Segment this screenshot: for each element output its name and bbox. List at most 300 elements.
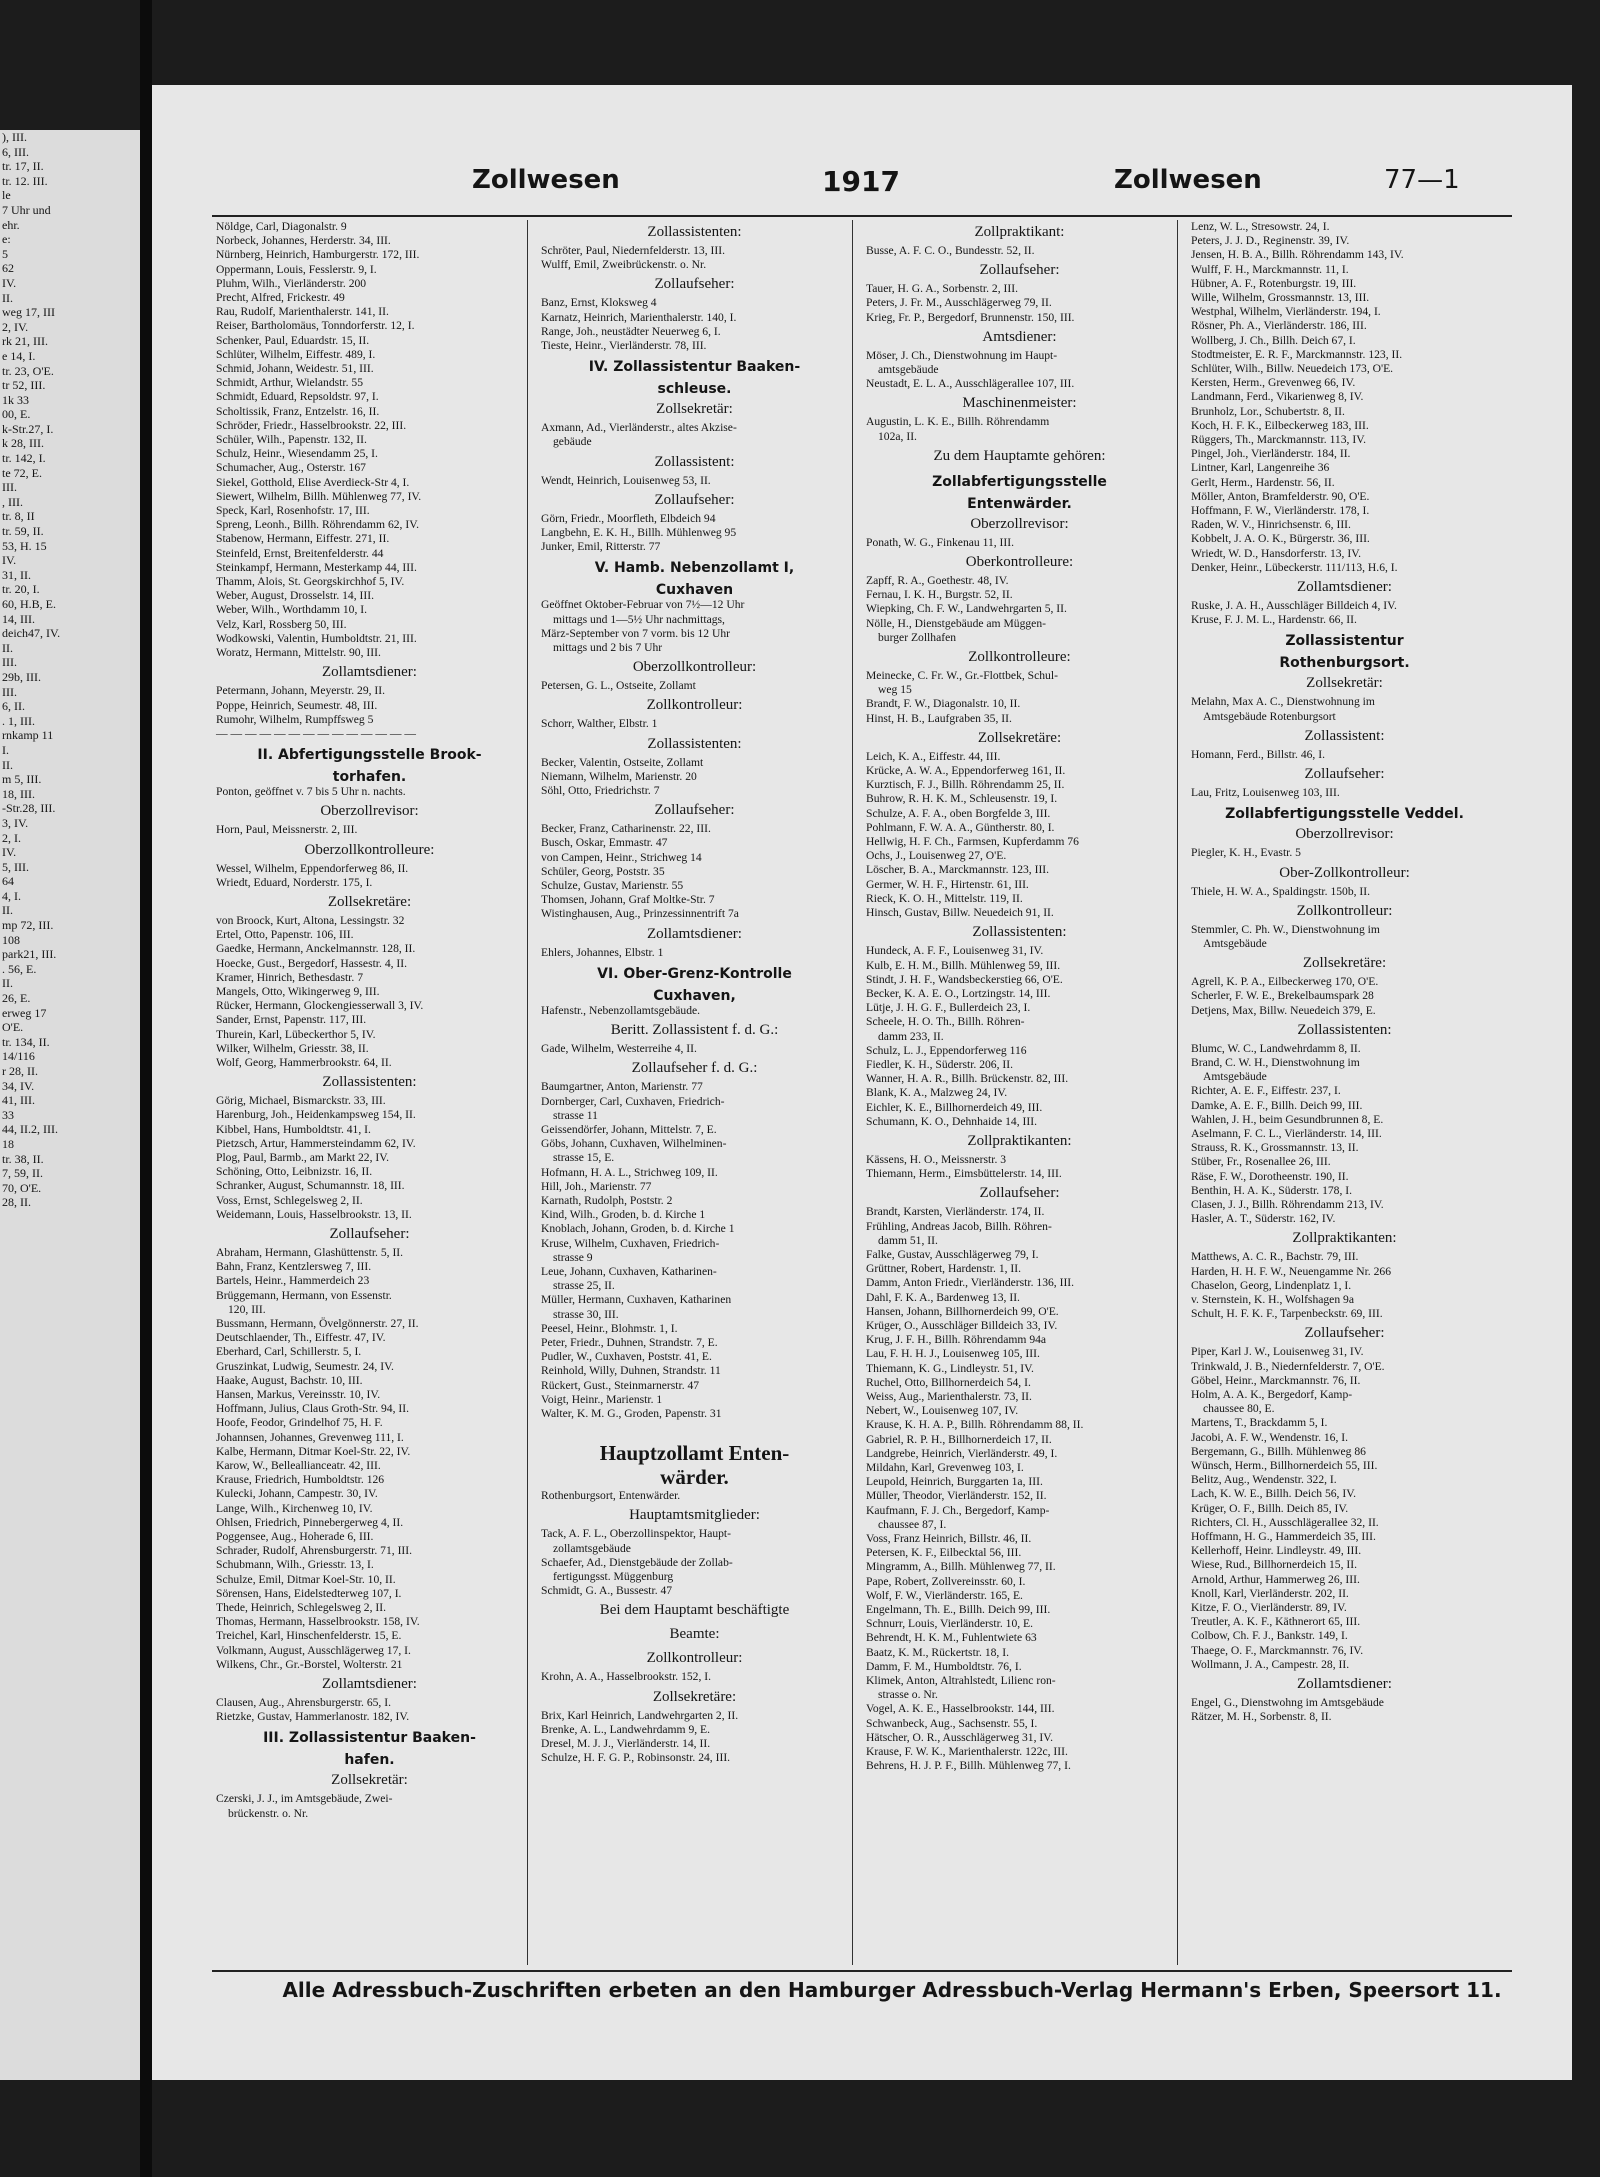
entry-line: Hoffmann, F. W., Vierländerstr. 178, I. xyxy=(1191,504,1370,518)
entry-line: Schranker, August, Schumannstr. 18, III. xyxy=(216,1179,405,1193)
office-heading: torhafen. xyxy=(332,769,407,786)
entry-continuation: gebäude xyxy=(553,435,592,449)
facing-page-line: te 72, E. xyxy=(2,465,42,480)
office-heading: Cuxhaven, xyxy=(653,987,736,1004)
facing-page-line: II. xyxy=(2,976,13,991)
entry-line: Bussmann, Hermann, Övelgönnerstr. 27, II. xyxy=(216,1317,419,1330)
entry-line: Colbow, Ch. F. J., Bankstr. 149, I. xyxy=(1191,1629,1348,1643)
facing-page-line: I. xyxy=(2,742,9,757)
entry-line: Müller, Hermann, Cuxhaven, Katharinen xyxy=(541,1293,732,1307)
entry-line: Lintner, Karl, Langenreihe 36 xyxy=(1191,461,1330,475)
facing-page-line: 5, III. xyxy=(2,859,29,874)
entry-line: Arnold, Arthur, Hammerweg 26, III. xyxy=(1191,1572,1360,1586)
entry-line: Chaselon, Georg, Lindenplatz 1, I. xyxy=(1191,1278,1352,1292)
entry-line: Rüggers, Th., Marckmannstr. 113, IV. xyxy=(1191,433,1366,447)
entry-line: Wodkowski, Valentin, Humboldtstr. 21, III. xyxy=(216,631,417,645)
entry-line: Schüler, Wilh., Papenstr. 132, II. xyxy=(216,433,367,447)
entry-line: Falke, Gustav, Ausschlägerweg 79, I. xyxy=(866,1247,1039,1261)
entry-line: Banz, Ernst, Kloksweg 4 xyxy=(541,296,657,310)
entry-line: Schenker, Paul, Eduardstr. 15, II. xyxy=(216,333,370,347)
entry-continuation: brückenstr. o. Nr. xyxy=(228,1806,309,1820)
office-heading: Zollassistentur xyxy=(1285,633,1404,650)
entry-line: Baatz, K. M., Rückertstr. 18, I. xyxy=(866,1645,1009,1659)
entry-line: Leue, Johann, Cuxhaven, Katharinen- xyxy=(541,1264,717,1278)
entry-line: Schult, H. F. K. F., Tarpenbeckstr. 69, III. xyxy=(1191,1307,1383,1321)
footer-rule xyxy=(212,1970,1512,1972)
office-heading: VI. Ober-Grenz-Kontrolle xyxy=(597,965,792,982)
facing-page-line: , III. xyxy=(2,494,23,509)
entry-line: Tieste, Heinr., Vierländerstr. 78, III. xyxy=(541,339,707,353)
entry-line: Trinkwald, J. B., Niedernfelderstr. 7, O'E. xyxy=(1191,1359,1385,1373)
section-heading: Zollaufseher: xyxy=(979,1185,1060,1202)
entry-line: Krücke, A. W. A., Eppendorferweg 161, II. xyxy=(866,764,1066,778)
entry-continuation: mittags und 2 bis 7 Uhr xyxy=(553,641,663,655)
section-heading: Zollpraktikant: xyxy=(974,224,1065,240)
section-heading: Zollpraktikanten: xyxy=(1292,1230,1397,1247)
entry-line: Lau, Fritz, Louisenweg 103, III. xyxy=(1191,786,1340,800)
entry-line: Hansen, Markus, Vereinsstr. 10, IV. xyxy=(216,1388,381,1402)
entry-line: Tack, A. F. L., Oberzollinspektor, Haupt- xyxy=(541,1527,732,1541)
page-number: 77—1 xyxy=(1384,165,1460,195)
entry-line: Weidemann, Louis, Hasselbrookstr. 13, II. xyxy=(216,1207,412,1221)
entry-line: Thiemann, K. G., Lindleystr. 51, IV. xyxy=(866,1361,1034,1375)
entry-line: Woratz, Hermann, Mittelstr. 90, III. xyxy=(216,646,381,660)
entry-line: Horn, Paul, Meissnerstr. 2, III. xyxy=(216,823,358,837)
entry-line: Schulze, H. F. G. P., Robinsonstr. 24, III. xyxy=(541,1751,731,1765)
entry-line: Brunholz, Lor., Schubertstr. 8, II. xyxy=(1191,404,1345,418)
office-heading: hafen. xyxy=(344,1752,395,1769)
entry-line: Weber, Wilh., Worthdamm 10, I. xyxy=(216,603,368,617)
entry-line: Precht, Alfred, Frickestr. 49 xyxy=(216,291,345,305)
entry-line: Peters, J. J. D., Reginenstr. 39, IV. xyxy=(1191,234,1350,248)
office-heading: Zollabfertigungsstelle Veddel. xyxy=(1225,806,1464,823)
entry-line: Becker, Valentin, Ostseite, Zollamt xyxy=(541,755,704,769)
entry-line: Knoblach, Johann, Groden, b. d. Kirche 1 xyxy=(541,1222,735,1236)
facing-page-line: e 14, I. xyxy=(2,348,36,363)
entry-line: Rätzer, M. H., Sorbenstr. 8, II. xyxy=(1191,1710,1332,1724)
entry-line: Geissendörfer, Johann, Mittelstr. 7, E. xyxy=(541,1122,717,1136)
facing-page-line: deich47, IV. xyxy=(2,626,61,641)
facing-page-line: 14, III. xyxy=(2,611,35,626)
entry-line: Hofmann, H. A. L., Strichweg 109, II. xyxy=(541,1165,718,1179)
office-heading: Entenwärder. xyxy=(967,495,1072,512)
entry-line: März-September von 7 vorm. bis 12 Uhr xyxy=(541,626,731,640)
entry-line: Koch, H. F. K., Eilbeckerweg 183, III. xyxy=(1191,418,1369,432)
entry-line: Kruse, Wilhelm, Cuxhaven, Friedrich- xyxy=(541,1236,720,1250)
entry-line: Wulff, Emil, Zweibrückenstr. o. Nr. xyxy=(541,258,707,272)
page-header xyxy=(152,165,1572,215)
entry-line: Treichel, Karl, Hinschenfelderstr. 15, E. xyxy=(216,1629,402,1643)
facing-page-line: tr. 20, I. xyxy=(2,582,40,597)
entry-line: Detjens, Max, Billw. Neuedeich 379, E. xyxy=(1191,1003,1376,1017)
entry-line: Schulze, Gustav, Marienstr. 55 xyxy=(541,879,684,893)
entry-line: Wilkens, Chr., Gr.-Borstel, Wolterstr. 21 xyxy=(216,1657,403,1671)
entry-line: Schrader, Rudolf, Ahrensburgerstr. 71, III. xyxy=(216,1544,413,1558)
entry-line: Hill, Joh., Marienstr. 77 xyxy=(541,1179,652,1193)
entry-line: Krause, Friedrich, Humboldtstr. 126 xyxy=(216,1473,385,1487)
entry-line: Krohn, A. A., Hasselbrookstr. 152, I. xyxy=(541,1670,712,1684)
entry-line: Schöning, Otto, Leibnizstr. 16, II. xyxy=(216,1165,373,1179)
section-heading: Oberzollkontrolleure: xyxy=(304,841,435,858)
entry-line: Görig, Michael, Bismarckstr. 33, III. xyxy=(216,1094,386,1108)
entry-line: Raden, W. V., Hinrichsenstr. 6, III. xyxy=(1191,518,1351,532)
entry-line: Hoffmann, H. G., Hammerdeich 35, III. xyxy=(1191,1530,1376,1544)
section-heading: Zollamtsdiener: xyxy=(322,1676,417,1693)
facing-page-line: 31, II. xyxy=(2,567,31,582)
entry-line: Gade, Wilhelm, Westerreihe 4, II. xyxy=(541,1042,697,1056)
facing-page-line: ehr. xyxy=(2,217,20,232)
entry-line: Stemmler, C. Ph. W., Dienstwohnung im xyxy=(1191,922,1380,936)
facing-page-line: 6, II. xyxy=(2,699,25,714)
facing-page-line: 18, III. xyxy=(2,786,35,801)
entry-line: Vogel, A. K. E., Hasselbrookstr. 144, III. xyxy=(866,1702,1055,1716)
entry-line: Wessel, Wilhelm, Eppendorferweg 86, II. xyxy=(216,861,409,875)
entry-line: Wriedt, W. D., Hansdorferstr. 13, IV. xyxy=(1191,546,1361,560)
entry-line: Stodtmeister, E. R. F., Marckmannstr. 123, II. xyxy=(1191,347,1403,361)
entry-line: Siekel, Gotthold, Elise Averdieck-Str 4, I. xyxy=(216,475,410,489)
entry-line: Brandt, F. W., Diagonalstr. 10, II. xyxy=(866,697,1021,711)
section-heading: Zollsekretäre: xyxy=(652,1688,737,1705)
facing-page-line: . 1, III. xyxy=(2,713,35,728)
entry-continuation: Amtsgebäude xyxy=(1203,1070,1267,1084)
entry-continuation: strasse 11 xyxy=(553,1108,598,1122)
entry-line: Eichler, K. E., Billhornerdeich 49, III. xyxy=(866,1100,1043,1114)
facing-page-line: mp 72, III. xyxy=(2,918,54,933)
entry-line: Schlüter, Wilhelm, Eiffestr. 489, I. xyxy=(216,347,376,361)
section-heading: Zollaufseher: xyxy=(329,1225,410,1242)
entry-line: Grüttner, Robert, Hardenstr. 1, II. xyxy=(866,1262,1022,1276)
section-heading: Zollaufseher: xyxy=(654,276,735,293)
entry-line: Schaefer, Ad., Dienstgebäude der Zollab- xyxy=(541,1555,733,1569)
entry-line: Scheele, H. O. Th., Billh. Röhren- xyxy=(866,1015,1025,1029)
facing-page-line: 33 xyxy=(2,1107,14,1122)
entry-line: Kitze, F. O., Vierländerstr. 89, IV. xyxy=(1191,1601,1347,1615)
section-heading: Zollpraktikanten: xyxy=(967,1132,1072,1149)
facing-page-line: 26, E. xyxy=(2,991,31,1006)
entry-line: Krug, J. F. H., Billh. Röhrendamm 94a xyxy=(866,1333,1047,1347)
entry-line: Zapff, R. A., Goethestr. 48, IV. xyxy=(866,574,1009,588)
entry-line: Damm, F. M., Humboldtstr. 76, I. xyxy=(866,1659,1022,1673)
entry-line: Geöffnet Oktober-Februar von 7½—12 Uhr xyxy=(541,598,745,612)
entry-line: Velz, Karl, Rossberg 50, III. xyxy=(216,617,347,631)
entry-line: Lange, Wilh., Kirchenweg 10, IV. xyxy=(216,1501,373,1515)
entry-line: Krüger, O., Ausschläger Billdeich 33, IV. xyxy=(866,1318,1058,1332)
entry-line: Nöldge, Carl, Diagonalstr. 9 xyxy=(216,220,347,233)
entry-continuation: damm 233, II. xyxy=(878,1029,944,1043)
entry-line: Knoll, Karl, Vierländerstr. 202, II. xyxy=(1191,1586,1349,1600)
section-heading: Oberzollrevisor: xyxy=(320,803,419,820)
entry-line: Wendt, Heinrich, Louisenweg 53, II. xyxy=(541,473,711,487)
entry-line: Speck, Karl, Rosenhofstr. 17, III. xyxy=(216,504,370,518)
entry-line: Räse, F. W., Dorotheenstr. 190, II. xyxy=(1191,1169,1349,1183)
entry-line: Thiemann, Herm., Eimsbüttelerstr. 14, III. xyxy=(866,1167,1062,1181)
entry-line: Kibbel, Hans, Humboldtstr. 41, I. xyxy=(216,1122,371,1136)
office-heading: Rothenburgsort. xyxy=(1279,655,1410,672)
entry-line: Wulff, F. H., Marckmannstr. 11, I. xyxy=(1191,262,1349,276)
entry-line: Wiese, Rud., Billhornerdeich 15, II. xyxy=(1191,1558,1357,1572)
entry-line: Wilker, Wilhelm, Griesstr. 38, II. xyxy=(216,1041,369,1055)
entry-line: Karnath, Rudolph, Poststr. 2 xyxy=(541,1193,673,1207)
section-heading: Zollaufseher: xyxy=(1304,1325,1385,1342)
entry-line: Brix, Karl Heinrich, Landwehrgarten 2, II. xyxy=(541,1708,739,1722)
entry-line: Görn, Friedr., Moorfleth, Elbdeich 94 xyxy=(541,511,716,525)
entry-line: Poppe, Heinrich, Seumestr. 48, III. xyxy=(216,698,378,712)
facing-page-line: O'E. xyxy=(2,1020,24,1035)
section-heading: Zollaufseher f. d. G.: xyxy=(631,1060,758,1077)
entry-line: Holm, A. A. K., Bergedorf, Kamp- xyxy=(1191,1387,1353,1401)
entry-line: Scherler, F. W. E., Brekelbaumspark 28 xyxy=(1191,989,1374,1003)
entry-line: Hundeck, A. F. F., Louisenweg 31, IV. xyxy=(866,944,1044,958)
entry-line: Lütje, J. H. G. F., Bullerdeich 23, I. xyxy=(866,1001,1031,1015)
facing-page-line: II. xyxy=(2,290,13,305)
entry-line: Jensen, H. B. A., Billh. Röhrendamm 143, IV. xyxy=(1191,248,1404,262)
facing-page-line: 18 xyxy=(2,1136,14,1151)
facing-page-line: III. xyxy=(2,684,17,699)
entry-line: Junker, Emil, Ritterstr. 77 xyxy=(541,540,661,554)
entry-continuation: strasse 15, E. xyxy=(553,1151,615,1165)
section-heading: Zu dem Hauptamte gehören: xyxy=(933,447,1106,464)
section-heading: Zollsekretäre: xyxy=(327,893,412,910)
facing-page-line: -Str.28, III. xyxy=(2,801,56,816)
facing-page-line: 2, IV. xyxy=(2,319,29,334)
entry-line: Matthews, A. C. R., Bachstr. 79, III. xyxy=(1191,1250,1359,1264)
entry-line: Wolf, Georg, Hammerbrookstr. 64, II. xyxy=(216,1055,392,1069)
entry-line: Rückert, Gust., Steinmarnerstr. 47 xyxy=(541,1378,700,1392)
entry-line: Pietzsch, Artur, Hammersteindamm 62, IV. xyxy=(216,1136,416,1150)
entry-line: Petersen, G. L., Ostseite, Zollamt xyxy=(541,679,696,693)
facing-page-line: 2, I. xyxy=(2,830,21,845)
main-office-heading: wärder. xyxy=(660,1465,729,1490)
entry-line: Rösner, Ph. A., Vierländerstr. 186, III. xyxy=(1191,319,1367,333)
entry-line: Harenburg, Joh., Heidenkampsweg 154, II. xyxy=(216,1108,416,1122)
entry-line: Schumann, K. O., Dehnhaide 14, III. xyxy=(866,1114,1037,1128)
entry-line: Wolf, F. W., Vierländerstr. 165, E. xyxy=(866,1588,1023,1602)
entry-line: Johannsen, Johannes, Grevenweg 111, I. xyxy=(216,1430,404,1444)
entry-continuation: strasse 9 xyxy=(553,1250,593,1264)
entry-continuation: weg 15 xyxy=(878,683,912,697)
entry-line: Reinhold, Willy, Duhnen, Strandstr. 11 xyxy=(541,1364,721,1378)
section-heading: Zollamtsdiener: xyxy=(322,664,417,681)
entry-line: Söhl, Otto, Friedrichstr. 7 xyxy=(541,784,660,798)
section-heading: Oberkontrolleure: xyxy=(965,554,1074,571)
entry-line: Reiser, Bartholomäus, Tonndorferstr. 12, I. xyxy=(216,319,415,333)
facing-page-line: 4, I. xyxy=(2,888,21,903)
entry-line: Homann, Ferd., Billstr. 46, I. xyxy=(1191,747,1325,761)
entry-line: Brandt, Karsten, Vierländerstr. 174, II. xyxy=(866,1205,1045,1219)
facing-page-line: m 5, III. xyxy=(2,772,42,787)
entry-line: Neustadt, E. L. A., Ausschlägerallee 107, III. xyxy=(866,377,1075,391)
section-heading: Oberzollrevisor: xyxy=(1295,826,1394,843)
entry-line: Wanner, H. A. R., Billh. Brückenstr. 82, III. xyxy=(866,1072,1069,1086)
entry-line: Hoecke, Gust., Bergedorf, Hassestr. 4, II. xyxy=(216,956,408,970)
entry-line: Rothenburgsort, Entenwärder. xyxy=(541,1489,681,1503)
entry-line: Jacobi, A. F. W., Wendenstr. 16, I. xyxy=(1191,1430,1349,1444)
entry-line: Nölle, H., Dienstgebäude am Müggen- xyxy=(866,616,1046,630)
entry-line: Pape, Robert, Zollvereinsstr. 60, I. xyxy=(866,1574,1026,1588)
entry-line: Dresel, M. J. J., Vierländerstr. 14, II. xyxy=(541,1737,711,1750)
section-heading: Zollassistent: xyxy=(1304,727,1385,744)
entry-line: Hellwig, H. F. Ch., Farmsen, Kupferdamm 76 xyxy=(866,835,1079,849)
entry-line: Augustin, L. K. E., Billh. Röhrendamm xyxy=(866,415,1050,429)
entry-line: Rücker, Hermann, Glockengiesserwall 3, IV. xyxy=(216,999,424,1013)
entry-continuation: fertigungsst. Müggenburg xyxy=(553,1569,674,1583)
entry-line: Müller, Theodor, Vierländerstr. 152, II. xyxy=(866,1489,1047,1503)
section-heading: Zollaufseher: xyxy=(979,262,1060,279)
entry-line: Weiss, Aug., Marienthalerstr. 73, II. xyxy=(866,1389,1032,1403)
facing-page-line: erweg 17 xyxy=(2,1005,47,1020)
entry-line: Lach, K. W. E., Billh. Deich 56, IV. xyxy=(1191,1487,1356,1501)
entry-line: Clasen, J. J., Billh. Röhrendamm 213, IV. xyxy=(1191,1197,1384,1211)
entry-line: Wille, Wilhelm, Grossmannstr. 13, III. xyxy=(1191,291,1370,305)
facing-page-line: 3, IV. xyxy=(2,815,29,830)
entry-line: Volkmann, August, Ausschlägerweg 17, I. xyxy=(216,1643,411,1657)
entry-line: Ochs, J., Louisenweg 27, O'E. xyxy=(866,849,1007,863)
section-heading: Ober-Zollkontrolleur: xyxy=(1279,864,1410,881)
entry-line: Niemann, Wilhelm, Marienstr. 20 xyxy=(541,769,697,783)
entry-continuation: damm 51, II. xyxy=(878,1233,938,1247)
facing-page-line: 1k 33 xyxy=(2,392,29,407)
office-heading: III. Zollassistentur Baaken- xyxy=(263,1730,476,1747)
facing-page-line: 70, O'E. xyxy=(2,1180,42,1195)
entry-line: Spreng, Leonh., Billh. Röhrendamm 62, IV. xyxy=(216,518,419,532)
entry-line: — — — — — — — — — — — — — — xyxy=(216,726,416,740)
entry-line: Hinst, H. B., Laufgraben 35, II. xyxy=(866,711,1012,725)
column-3 xyxy=(862,220,1178,1965)
entry-line: Engel, G., Dienstwohng im Amtsgebäude xyxy=(1191,1696,1384,1710)
section-heading: Zollassistenten: xyxy=(1297,1021,1392,1038)
entry-line: Thamm, Alois, St. Georgskirchhof 5, IV. xyxy=(216,575,405,589)
facing-page-line: 29b, III. xyxy=(2,669,41,684)
facing-page-line: tr. 142, I. xyxy=(2,451,46,466)
facing-page-line: 62 xyxy=(2,261,14,276)
entry-line: Pluhm, Wilh., Vierländerstr. 200 xyxy=(216,276,367,290)
office-heading: IV. Zollassistentur Baaken- xyxy=(588,359,801,376)
entry-line: Kramer, Hinrich, Bethesdastr. 7 xyxy=(216,970,363,984)
entry-line: Range, Joh., neustädter Neuerweg 6, I. xyxy=(541,324,721,338)
entry-line: Karow, W., Belleallianceatr. 42, III. xyxy=(216,1459,381,1473)
facing-page-line: tr. 17, II. xyxy=(2,159,44,174)
entry-line: Busse, A. F. C. O., Bundesstr. 52, II. xyxy=(866,244,1035,257)
entry-line: Hübner, A. F., Rotenburgstr. 19, III. xyxy=(1191,276,1357,290)
section-heading: Zollsekretär: xyxy=(331,1772,408,1789)
entry-line: Kulecki, Johann, Campestr. 30, IV. xyxy=(216,1487,378,1501)
entry-line: Engelmann, Th. E., Billh. Deich 99, III. xyxy=(866,1603,1051,1617)
entry-line: Rau, Rudolf, Marienthalerstr. 141, II. xyxy=(216,305,389,319)
book-gutter xyxy=(140,0,152,2177)
section-heading: Zollamtsdiener: xyxy=(647,925,742,942)
section-heading: Zollkontrolleure: xyxy=(968,649,1071,666)
entry-line: Sander, Ernst, Papenstr. 117, III. xyxy=(216,1013,367,1027)
entry-line: Schorr, Walther, Elbstr. 1 xyxy=(541,717,658,731)
entry-line: Wistinghausen, Aug., Prinzessinnentrift 7a xyxy=(541,907,739,921)
section-heading: Bei dem Hauptamt beschäftigte xyxy=(599,1602,790,1619)
entry-line: Hätscher, O. R., Ausschlägerweg 31, IV. xyxy=(866,1730,1054,1744)
facing-page-line: III. xyxy=(2,480,17,495)
entry-line: Baumgartner, Anton, Marienstr. 77 xyxy=(541,1080,703,1094)
entry-line: Wahlen, J. H., beim Gesundbrunnen 8, E. xyxy=(1191,1112,1384,1126)
section-heading: Zollkontrolleur: xyxy=(646,1650,743,1667)
entry-line: Rieck, K. O. H., Mittelstr. 119, II. xyxy=(866,891,1023,905)
facing-page-line: II. xyxy=(2,903,13,918)
facing-page-line: tr. 8, II xyxy=(2,509,35,524)
entry-continuation: strasse 30, III. xyxy=(553,1307,619,1321)
facing-page-line: 41, III. xyxy=(2,1093,35,1108)
facing-page-line: tr. 59, II. xyxy=(2,524,44,539)
entry-line: Schulz, L. J., Eppendorferweg 116 xyxy=(866,1043,1027,1057)
entry-line: Krause, K. H. A. P., Billh. Röhrendamm 88, II. xyxy=(866,1418,1084,1432)
entry-continuation: Amtsgebäude Rotenburgsort xyxy=(1203,709,1336,723)
entry-line: Rumohr, Wilhelm, Rumpffsweg 5 xyxy=(216,712,374,726)
entry-line: Schulze, A. F. A., oben Borgfelde 3, III. xyxy=(866,806,1051,820)
facing-page-line: IV. xyxy=(2,553,17,568)
entry-line: Petermann, Johann, Meyerstr. 29, II. xyxy=(216,684,386,698)
entry-line: Blank, K. A., Malzweg 24, IV. xyxy=(866,1086,1008,1100)
entry-line: Buhrow, R. H. K. M., Schleusenstr. 19, I. xyxy=(866,792,1058,806)
facing-page-line: k 28, III. xyxy=(2,436,44,451)
entry-line: Richter, A. E. F., Eiffestr. 237, I. xyxy=(1191,1084,1341,1098)
entry-line: Mildahn, Karl, Grevenweg 103, I. xyxy=(866,1461,1024,1474)
entry-line: Westphal, Wilhelm, Vierländerstr. 194, I. xyxy=(1191,305,1381,319)
entry-continuation: 102a, II. xyxy=(878,429,917,443)
entry-continuation: mittags und 1—5½ Uhr nachmittags, xyxy=(553,612,725,626)
entry-line: Pudler, W., Cuxhaven, Poststr. 41, E. xyxy=(541,1350,712,1364)
section-heading: Zollassistent: xyxy=(654,453,735,470)
facing-page-line: . 56, E. xyxy=(2,961,37,976)
facing-page-line: tr. 134, II. xyxy=(2,1034,50,1049)
entry-line: Scholtissik, Franz, Entzelstr. 16, II. xyxy=(216,404,380,418)
facing-page-line: 00, E. xyxy=(2,407,31,422)
entry-line: Clausen, Aug., Ahrensburgerstr. 65, I. xyxy=(216,1696,391,1710)
office-heading: Cuxhaven xyxy=(655,582,734,599)
entry-line: Lau, F. H. H. J., Louisenweg 105, III. xyxy=(866,1347,1040,1361)
entry-line: Ertel, Otto, Papenstr. 106, III. xyxy=(216,928,354,942)
entry-line: Kulb, E. H. M., Billh. Mühlenweg 59, III. xyxy=(866,958,1061,972)
entry-line: Tauer, H. G. A., Sorbenstr. 2, III. xyxy=(866,282,1018,296)
entry-line: Hansen, Johann, Billhornerdeich 99, O'E. xyxy=(866,1304,1059,1318)
page-year: 1917 xyxy=(822,165,900,198)
entry-line: Hasler, A. T., Süderstr. 162, IV. xyxy=(1191,1212,1336,1226)
header-rule xyxy=(212,215,1512,217)
entry-line: Siewert, Wilhelm, Billh. Mühlenweg 77, IV. xyxy=(216,489,422,503)
entry-line: Ponton, geöffnet v. 7 bis 5 Uhr n. nachts. xyxy=(216,785,406,799)
entry-line: Sörensen, Hans, Eidelstedterweg 107, I. xyxy=(216,1586,402,1600)
section-heading: Zollaufseher: xyxy=(654,491,735,508)
entry-line: Blumc, W. C., Landwehrdamm 8, II. xyxy=(1191,1041,1361,1055)
entry-line: Krieg, Fr. P., Bergedorf, Brunnenstr. 150, III. xyxy=(866,310,1075,324)
entry-line: Gerlt, Herm., Hardenstr. 56, II. xyxy=(1191,475,1335,489)
facing-page-line: 28, II. xyxy=(2,1195,31,1210)
entry-line: Richters, Cl. H., Ausschlägerallee 32, II. xyxy=(1191,1515,1379,1529)
entry-line: v. Sternstein, K. H., Wolfshagen 9a xyxy=(1191,1292,1354,1306)
section-heading: Zollassistenten: xyxy=(322,1074,417,1091)
entry-line: Thede, Heinrich, Schlegelsweg 2, II. xyxy=(216,1601,386,1615)
facing-page-line: 53, H. 15 xyxy=(2,538,47,553)
section-heading: Amtsdiener: xyxy=(982,328,1057,345)
entry-line: Voss, Franz Heinrich, Billstr. 46, II. xyxy=(866,1532,1032,1546)
entry-line: Thaege, O. F., Marckmannstr. 76, IV. xyxy=(1191,1643,1364,1657)
section-heading: Oberzollrevisor: xyxy=(970,515,1069,532)
entry-continuation: zollamtsgebäude xyxy=(553,1541,631,1555)
facing-page-line: 7 Uhr und xyxy=(2,202,51,217)
facing-page-line: 64 xyxy=(2,874,14,889)
main-office-heading: Hauptzollamt Enten- xyxy=(599,1441,790,1466)
facing-page-line: III. xyxy=(2,655,17,670)
entry-line: Steinfeld, Ernst, Breitenfelderstr. 44 xyxy=(216,546,384,560)
entry-line: Schröter, Paul, Niedernfelderstr. 13, III. xyxy=(541,244,726,257)
section-heading: Zollaufseher: xyxy=(1304,766,1385,783)
entry-line: Agrell, K. P. A., Eilbeckerweg 170, O'E. xyxy=(1191,975,1379,989)
entry-line: Piper, Karl J. W., Louisenweg 31, IV. xyxy=(1191,1345,1364,1359)
